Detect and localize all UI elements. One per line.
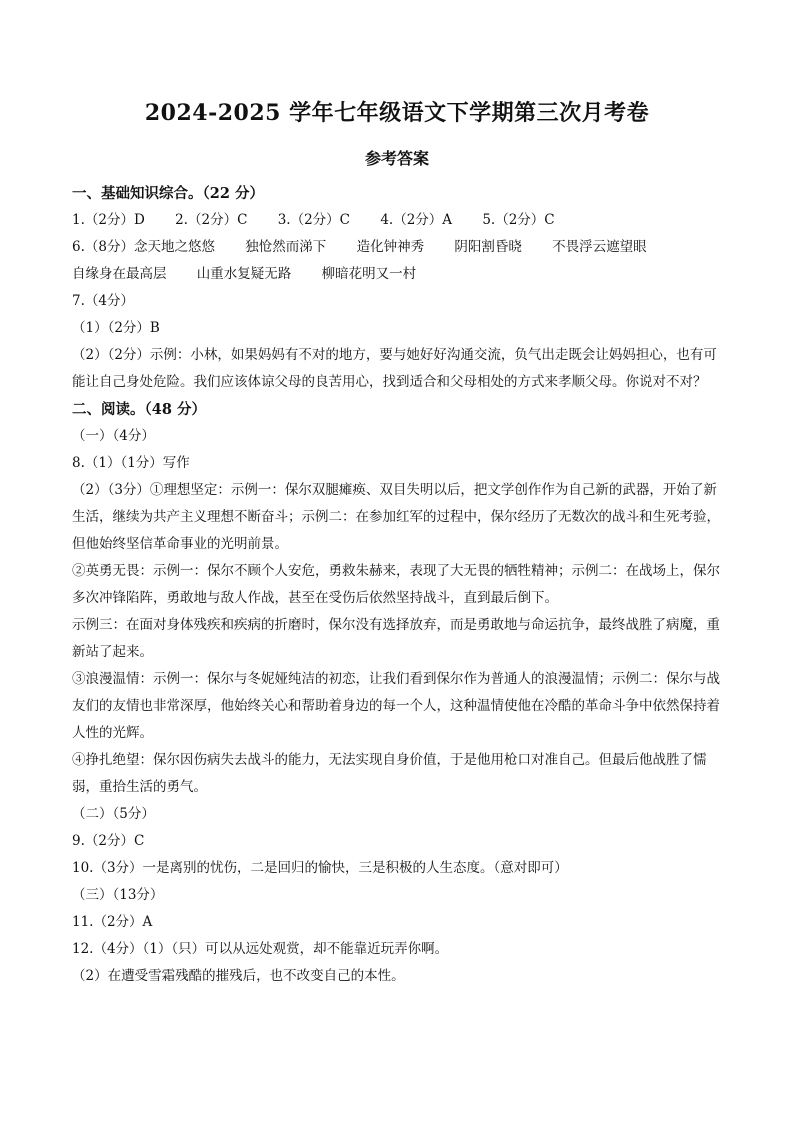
section-heading-2: 二、阅读。（48 分） (72, 401, 206, 418)
answer-6-item: 造化钟神秀 (356, 239, 425, 255)
answer-8-point-2-example-3: 示例三：在面对身体残疾和疾病的折磨时，保尔没有选择放弃，而是勇敢地与命运抗争，最终战胜了病魔，重新站了起来。 (72, 617, 720, 660)
page-title: 2024-2025 学年七年级语文下学期第三次月考卷 (144, 100, 650, 126)
answer-6-item: 独怆然而涕下 (245, 239, 327, 255)
answer-6-item: 柳暗花明又一村 (321, 266, 417, 282)
answer-10: 10.（3分）一是离别的忧伤，二是回归的愉快，三是积极的人生态度。（意对即可） (72, 860, 568, 876)
answer-8-2: （2）（3分）①理想坚定：示例一：保尔双腿瘫痪、双目失明以后，把文学创作作为自己新的武器，开始了新生活，继续为共产主义理想不断奋斗；示例二：在参加红军的过程中，保尔经历了无数次的战斗和生死考验，但他始终坚信革命事业的光明前景。 (72, 482, 720, 552)
answer-1: 1.（2分）D (72, 212, 145, 228)
answer-7-1: （1）（2分）B (72, 320, 160, 336)
section-heading-1: 一、基础知识综合。（22 分） (72, 185, 264, 202)
part-3-heading: （三）（13分） (72, 887, 164, 903)
answer-6-line-1 (72, 234, 726, 261)
part-1-heading: （一）（4分） (72, 428, 155, 444)
answer-body (72, 180, 726, 990)
answer-8-point-4: ④挣扎绝望：保尔因伤病失去战斗的能力，无法实现自身价值，于是他用枪口对准自己。但最后他战胜了懦弱，重拾生活的勇气。 (72, 752, 707, 795)
answer-6-line-2 (72, 261, 726, 288)
answer-6-prefix: 6.（8分）念天地之悠悠 (72, 239, 215, 255)
answer-6-item: 自缘身在最高层 (72, 266, 167, 282)
answer-5: 5.（2分）C (482, 212, 555, 228)
answer-12-1: 12.（4分）（1）（只）可以从远处观赏，却不能靠近玩弄你啊。 (72, 941, 449, 957)
answer-6-item: 不畏浮云遮望眼 (552, 239, 647, 255)
page-subtitle: 参考答案 (364, 149, 429, 168)
answer-4: 4.（2分）A (380, 212, 453, 228)
answer-6-item: 山重水复疑无路 (196, 266, 292, 282)
answer-7-2: （2）（2分）示例：小林，如果妈妈有不对的地方，要与她好好沟通交流，负气出走既会让妈妈担心，也有可能让自己身处危险。我们应该体谅父母的良苦用心，找到适合和父母相处的方式来孝顺父母。你说对不对？ (72, 347, 717, 390)
answer-7: 7.（4分） (72, 293, 134, 309)
answer-8-point-2: ②英勇无畏：示例一：保尔不顾个人安危，勇救朱赫来，表现了大无畏的牺牲精神；示例二：在战场上，保尔多次冲锋陷阵，勇敢地与敌人作战，甚至在受伤后依然坚持战斗，直到最后倒下。 (72, 563, 720, 606)
part-2-heading: （二）（5分） (72, 806, 155, 822)
answer-9: 9.（2分）C (72, 833, 145, 849)
answer-8-1: 8.（1）（1分）写作 (72, 455, 190, 471)
answers-1-5 (72, 207, 726, 234)
answer-2: 2.（2分）C (175, 212, 248, 228)
answer-8-point-3: ③浪漫温情：示例一：保尔与冬妮娅纯洁的初恋，让我们看到保尔作为普通人的浪漫温情；示例二：保尔与战友们的友情也非常深厚，他始终关心和帮助着身边的每一个人，这种温情使他在冷酷的革命斗争中依然保持着人性的光辉。 (72, 671, 720, 741)
answer-6-item: 阴阳割昏晓 (454, 239, 522, 255)
answer-12-2: （2）在遭受雪霜残酷的摧残后，也不改变自己的本性。 (72, 968, 405, 984)
answer-11: 11.（2分）A (72, 914, 153, 930)
answer-3: 3.（2分）C (277, 212, 351, 228)
